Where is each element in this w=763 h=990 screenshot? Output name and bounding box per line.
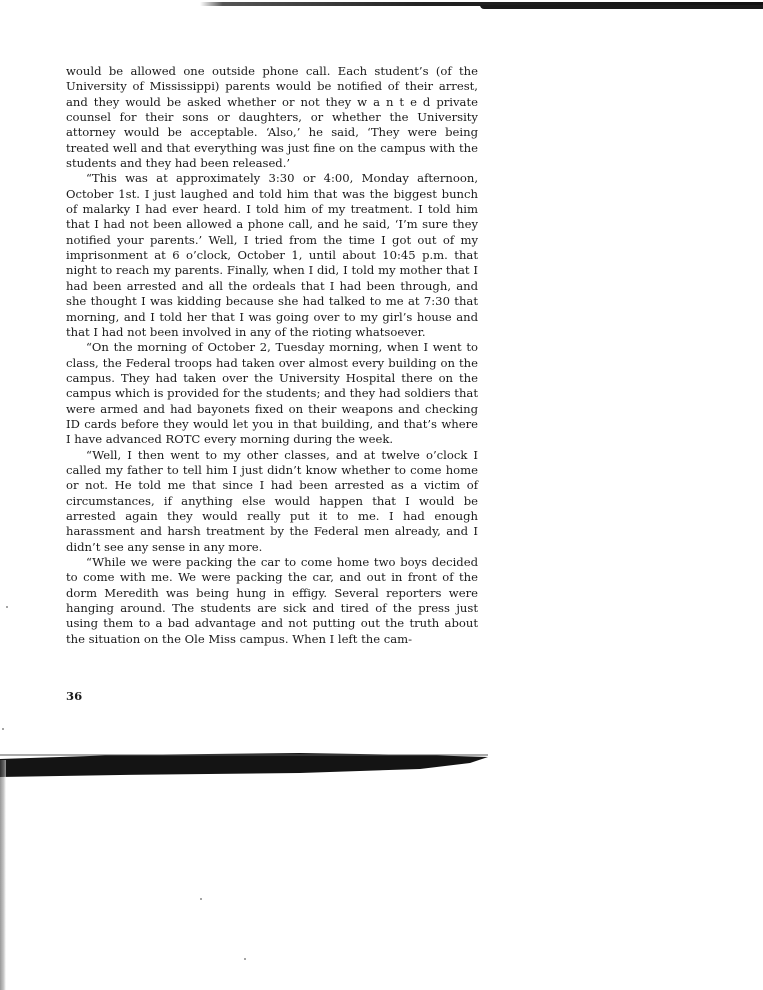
scan-speck [6,606,8,608]
paragraph-3: “On the morning of October 2, Tuesday morning, when I went to class, the Federal troops had taken over almost every building on the campus. They had taken over the University Hospital there on the campus which is provided for the students; and they had soldiers that were armed and had bayonets fixed on their weapons and checking ID cards before they would let you in that building, and that’s where I have advanced ROTC every morning during the week. [66,340,478,447]
paragraph-5: “While we were packing the car to come home two boys decided to come with me. We were packing the car, and out in front of the dorm Meredith was being hung in effigy. Several reporters were hanging around. The students are sick and tired of the press just using them to a bad advantage and not putting out the truth about the situation on the Ole Miss campus. When I left the cam- [66,555,478,646]
top-scan-rule-tail [480,5,763,9]
left-scan-shadow [0,760,6,990]
scan-speck [2,728,4,730]
paragraph-1: would be allowed one outside phone call. Each student’s (of the University of Mississippi) parents would be notified of their arrest, and they would be asked whether or not they w a n t e d private counsel for their sons or daughters, or whether the University attorney would be acceptable. ‘Also,’ he said, ‘They were being treated well and that everything was just fine on the campus with the students and they had been released.’ [66,64,478,171]
paragraph-4: “Well, I then went to my other classes, and at twelve o’clock I called my father to tell him I just didn’t know whether to come home or not. He told me that since I had been arrested as a victim of circumstances, if anything else would happen that I would be arrested again they would really put it to me. I had enough harassment and harsh treatment by the Federal men already, and I didn’t see any sense in any more. [66,447,478,554]
page-number: 36 [66,689,83,703]
bottom-scan-edge [0,745,763,785]
paragraph-2: “This was at approximately 3:30 or 4:00, Monday afternoon, October 1st. I just laughed and told him that was the biggest bunch of malarky I had ever heard. I told him of my treatment. I told him that I had not been allowed a phone call, and he said, ‘I’m sure they notified your parents.’ Well, I tried from the time I got out of my imprisonment at 6 o’clock, October 1, until about 10:45 p.m. that night to reach my parents. Finally, when I did, I told my mother that I had been arrested and all the ordeals that I had been through, and she thought I was kidding because she had talked to me at 7:30 that morning, and I told her that I was going over to my girl’s house and that I had not been involved in any of the rioting whatsoever. [66,171,478,339]
body-text [66,64,478,647]
scan-speck [244,958,246,960]
scan-speck [200,898,202,900]
